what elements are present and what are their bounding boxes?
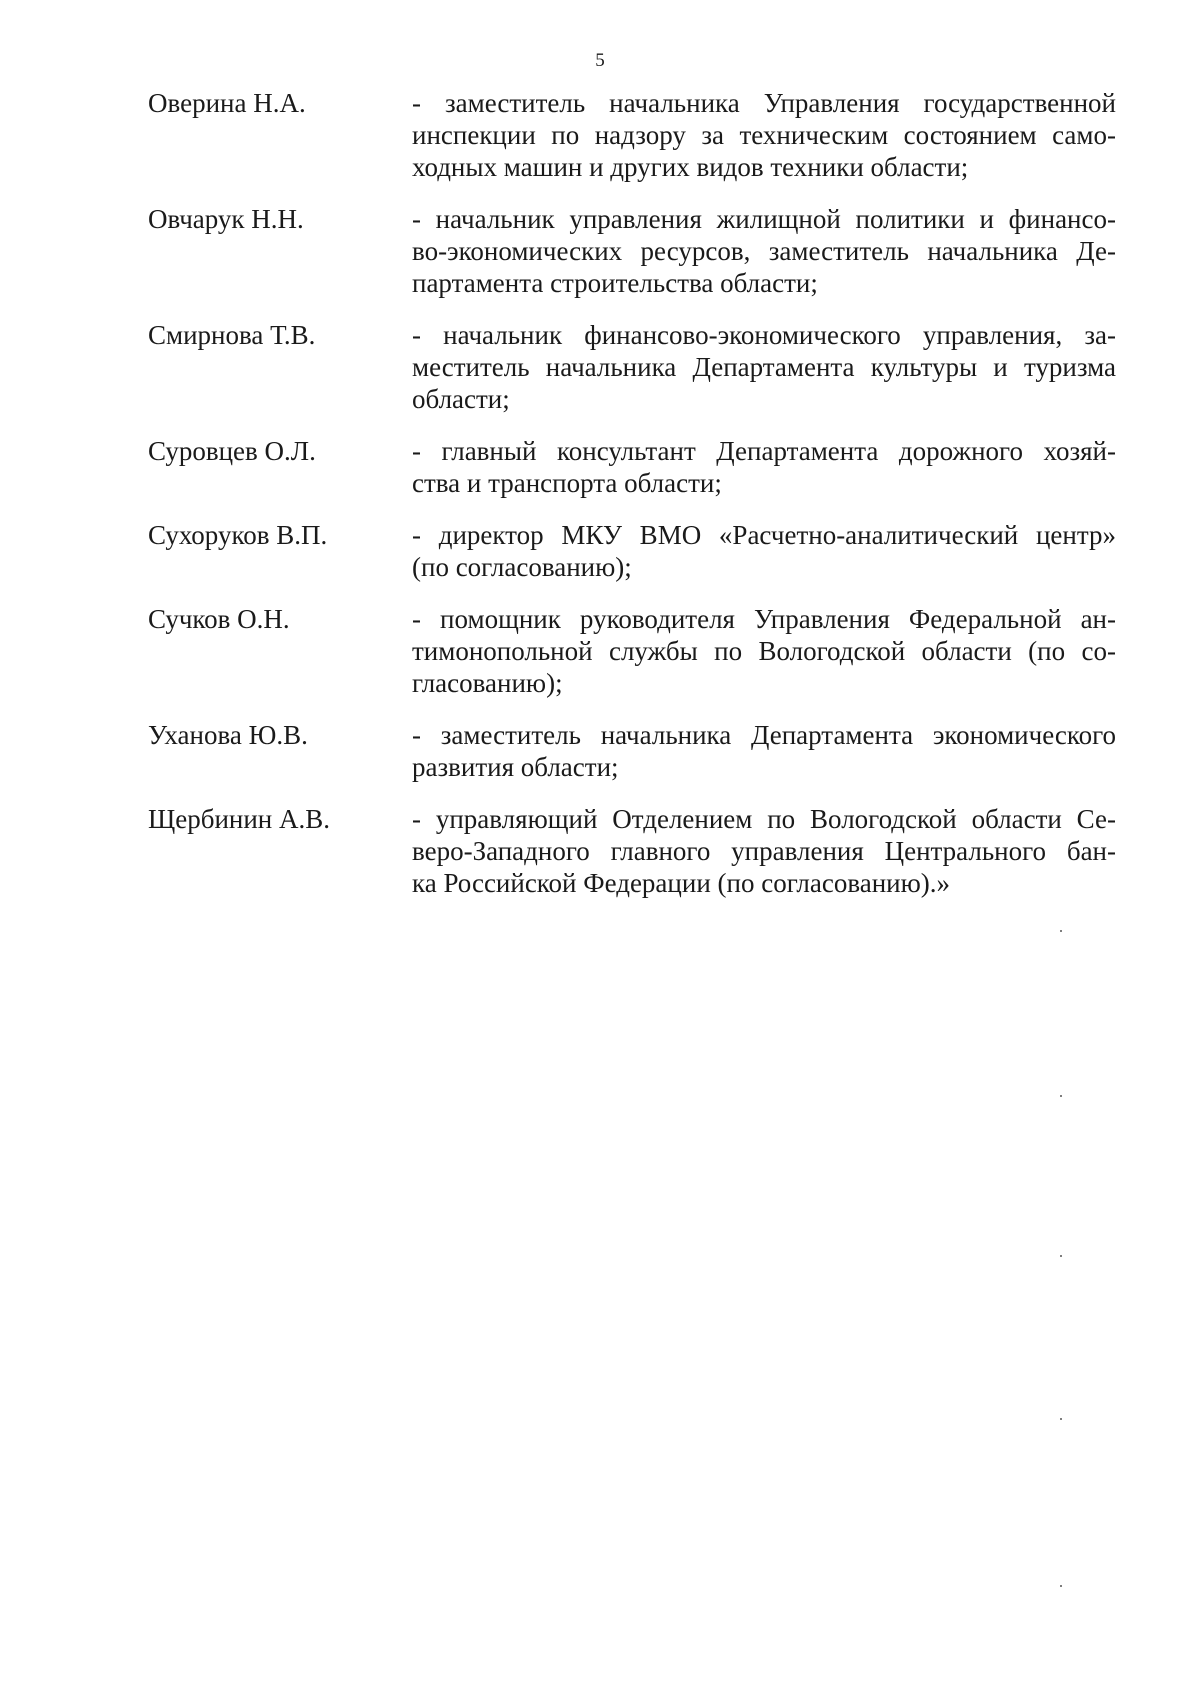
- description-line: ка Российской Федерации (по согласованию).»: [412, 868, 951, 898]
- description-line: развития области;: [412, 752, 619, 782]
- description-line: - директор МКУ ВМО «Расчетно-аналитический центр»: [412, 520, 1116, 550]
- member-description: [412, 803, 1116, 899]
- member-row: [148, 87, 1116, 183]
- member-row: [148, 803, 1116, 899]
- description-line: - управляющий Отделением по Вологодской области Се-: [412, 804, 1116, 834]
- description-line: (по согласованию);: [412, 552, 632, 582]
- members-list: [148, 87, 1116, 919]
- scan-speck: [1060, 1418, 1062, 1420]
- description-line: - заместитель начальника Управления государственной: [412, 88, 1116, 118]
- member-name: Оверина Н.А.: [148, 88, 306, 118]
- description-line: инспекции по надзору за техническим состоянием само-: [412, 120, 1116, 150]
- description-line: ходных машин и других видов техники области;: [412, 152, 969, 182]
- member-row: [148, 603, 1116, 699]
- member-description: [412, 719, 1116, 783]
- member-description: [412, 435, 1116, 499]
- member-description: [412, 519, 1116, 583]
- member-row: [148, 719, 1116, 783]
- member-row: [148, 203, 1116, 299]
- description-line: - начальник финансово-экономического управления, за-: [412, 320, 1116, 350]
- description-line: - помощник руководителя Управления Федеральной ан-: [412, 604, 1116, 634]
- description-line: - главный консультант Департамента дорожного хозяй-: [412, 436, 1116, 466]
- member-name: Овчарук Н.Н.: [148, 204, 304, 234]
- description-line: гласованию);: [412, 668, 563, 698]
- member-description: [412, 603, 1116, 699]
- page-number: 5: [595, 50, 605, 71]
- member-description: [412, 319, 1116, 415]
- description-line: меститель начальника Департамента культуры и туризма: [412, 352, 1116, 382]
- description-line: - заместитель начальника Департамента экономического: [412, 720, 1116, 750]
- member-name: Уханова Ю.В.: [148, 720, 308, 750]
- member-row: [148, 435, 1116, 499]
- scan-speck: [1060, 930, 1062, 932]
- member-row: [148, 519, 1116, 583]
- scan-speck: [1060, 1255, 1062, 1257]
- member-name: Сухоруков В.П.: [148, 520, 328, 550]
- description-line: области;: [412, 384, 510, 414]
- member-name: Щербинин А.В.: [148, 804, 331, 834]
- description-line: тимонопольной службы по Вологодской области (по со-: [412, 636, 1116, 666]
- scan-speck: [1060, 1585, 1062, 1587]
- member-name: Суровцев О.Л.: [148, 436, 316, 466]
- member-description: [412, 203, 1116, 299]
- description-line: - начальник управления жилищной политики и финансо-: [412, 204, 1116, 234]
- member-description: [412, 87, 1116, 183]
- description-line: веро-Западного главного управления Центрального бан-: [412, 836, 1116, 866]
- description-line: партамента строительства области;: [412, 268, 818, 298]
- description-line: во-экономических ресурсов, заместитель начальника Де-: [412, 236, 1116, 266]
- member-name: Сучков О.Н.: [148, 604, 290, 634]
- description-line: ства и транспорта области;: [412, 468, 722, 498]
- scan-speck: [1060, 1095, 1062, 1097]
- member-name: Смирнова Т.В.: [148, 320, 316, 350]
- member-row: [148, 319, 1116, 415]
